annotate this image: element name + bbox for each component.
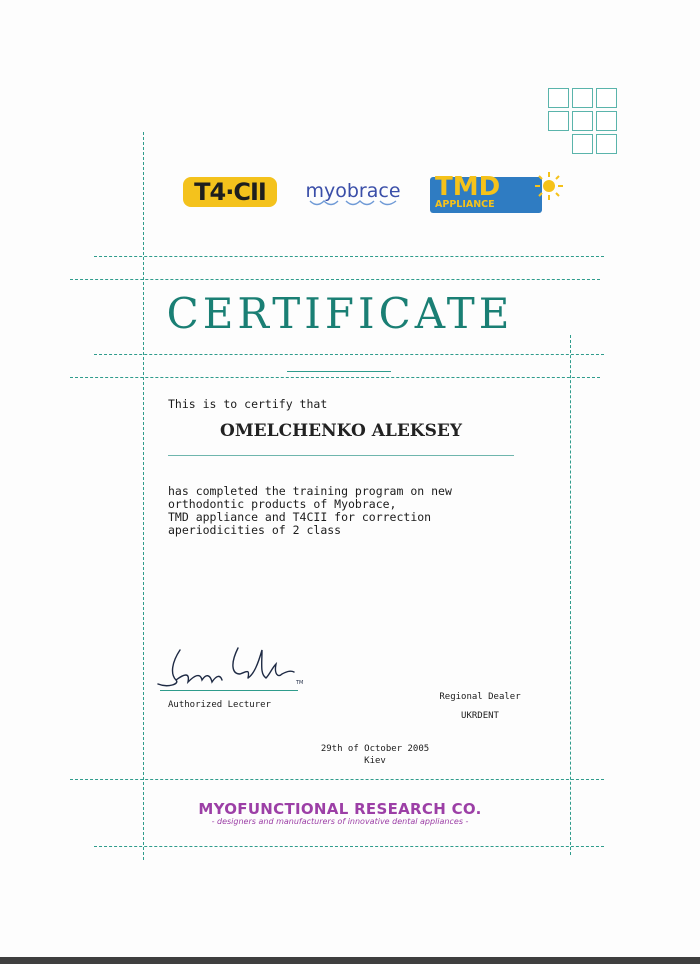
signature-line: [160, 690, 298, 691]
body-line-2: orthodontic products of Myobrace,: [168, 497, 397, 511]
frame-line-5: [70, 779, 604, 780]
company-name: MYOFUNCTIONAL RESEARCH CO.: [198, 800, 482, 818]
tmd-logo-subtext: APPLIANCE: [435, 199, 495, 210]
frame-line-3: [94, 354, 604, 355]
company-tagline: - designers and manufacturers of innovative dental appliances -: [211, 817, 469, 826]
frame-line-2: [70, 279, 600, 280]
certificate-title: CERTIFICATE: [166, 289, 514, 338]
issue-date: 29th of October 2005: [320, 744, 430, 754]
issue-place: Kiev: [364, 756, 386, 766]
lecturer-role: Authorized Lecturer: [168, 700, 271, 710]
t4cii-logo: T4·CII: [183, 177, 277, 207]
frame-line-4: [70, 377, 600, 378]
frame-line-6: [94, 846, 604, 847]
dealer-name: UKRDENT: [461, 711, 499, 721]
myobrace-logo: [300, 180, 406, 210]
frame-line-1: [94, 256, 604, 257]
signature: [150, 644, 306, 692]
recipient-underline: [168, 455, 514, 456]
frame-left-line: [143, 132, 144, 860]
scan-edge: [0, 957, 700, 964]
tmd-appliance-logo: [430, 171, 564, 215]
teeth-icon: [308, 200, 398, 208]
body-line-1: has completed the training program on new: [168, 484, 452, 498]
frame-right-line: [570, 335, 571, 855]
myobrace-logo-text: myobrace: [305, 180, 401, 202]
dealer-role: Regional Dealer: [439, 692, 521, 702]
title-underline: [287, 371, 391, 372]
intro-text: This is to certify that: [168, 397, 328, 411]
sun-icon: [534, 171, 564, 201]
tmd-logo-text: TMD: [435, 172, 501, 202]
recipient-name: OMELCHENKO ALEKSEY: [220, 421, 462, 441]
grid-emblem: [548, 88, 620, 154]
body-line-3: TMD appliance and T4CII for correction: [168, 510, 432, 524]
svg-text:TM: TM: [296, 680, 304, 686]
body-line-4: aperiodicities of 2 class: [168, 523, 342, 537]
